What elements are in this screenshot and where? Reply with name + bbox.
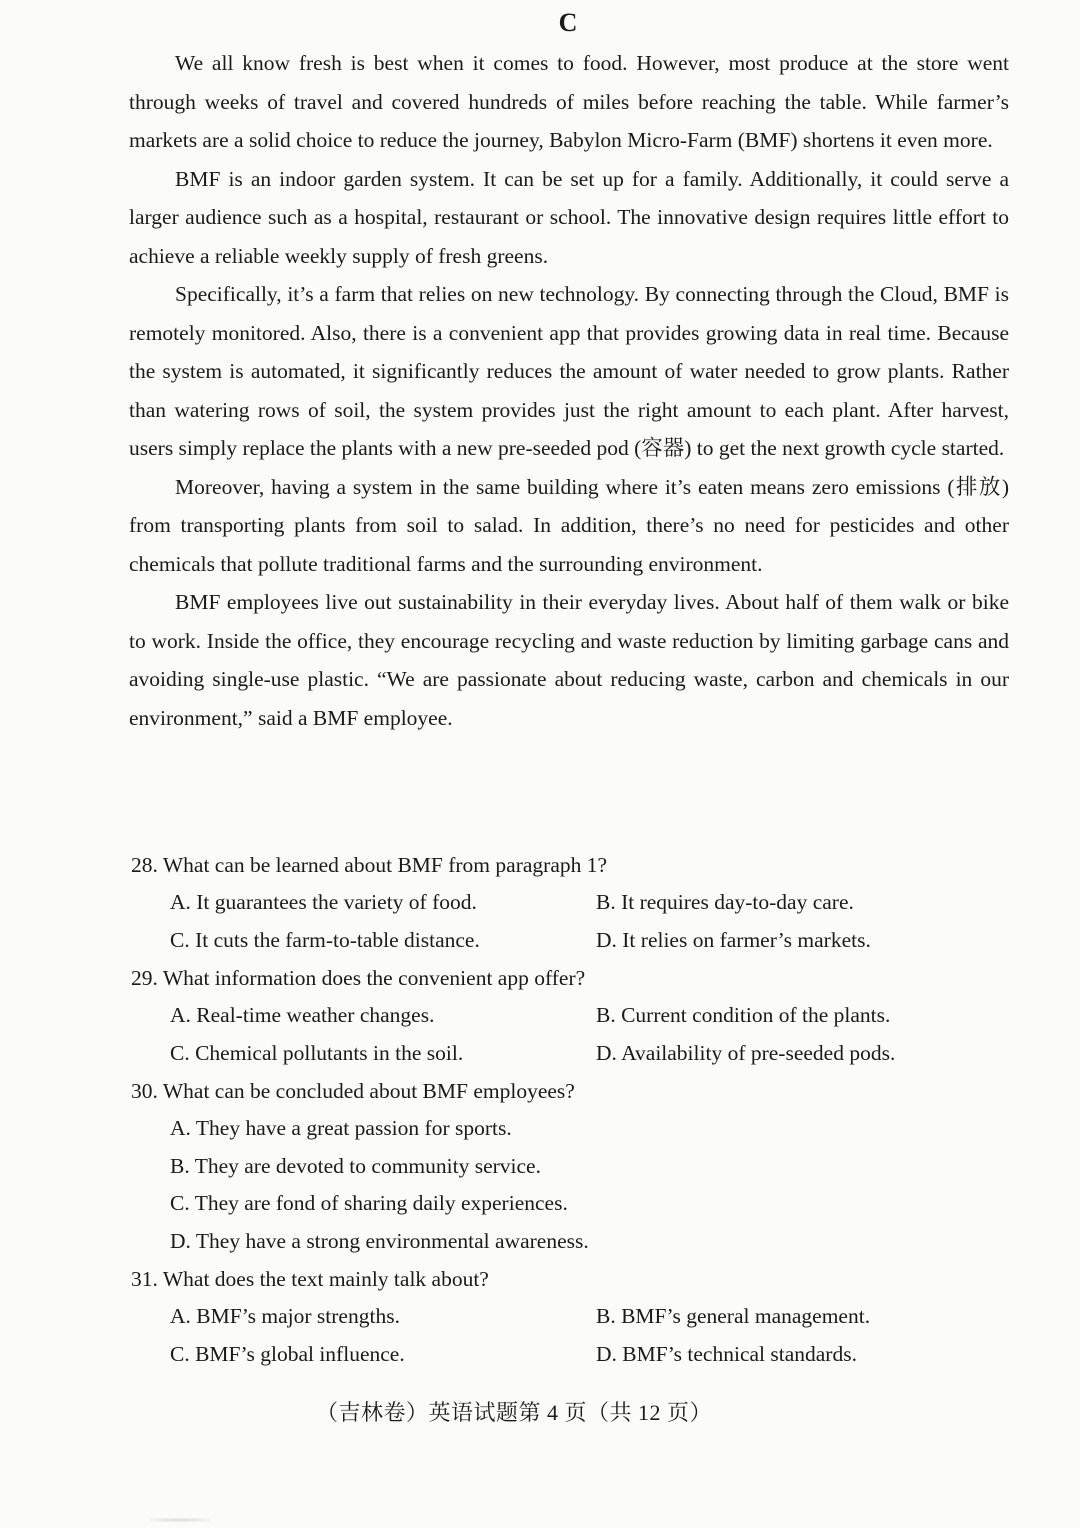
option-b: B. Current condition of the plants.: [596, 1003, 891, 1027]
page-footer: （吉林卷）英语试题第 4 页（共 12 页）: [315, 1400, 712, 1425]
question-30: [131, 1072, 1011, 1260]
passage-paragraph-3: Specifically, it’s a farm that relies on new technology. By connecting through the Cloud, BMF is remotely monitored. Also, there is a convenient app that provides growing data in real time. Because the system is automated, it significantly reduces the amount of water needed to grow plants. Rather than watering rows of soil, the system provides just the right amount to each plant. After harvest, users simply replace the plants with a new pre-seeded pod (容器) to get the next growth cycle started.: [129, 282, 1009, 460]
question-28: [131, 846, 1011, 959]
question-29: [131, 959, 1011, 1072]
scan-smudge: [150, 1518, 210, 1522]
passage-paragraph-5: BMF employees live out sustainability in their everyday lives. About half of them walk or bike to work. Inside the office, they encourage recycling and waste reduction by limiting garbage cans and avoiding single-use plastic. “We are passionate about reducing waste, carbon and chemicals in our environment,” said a BMF employee.: [129, 590, 1009, 730]
question-list: [131, 846, 1011, 1373]
option-a: A. They have a great passion for sports.: [170, 1116, 512, 1140]
option-c: C. BMF’s global influence.: [170, 1341, 405, 1366]
passage-paragraph-2: BMF is an indoor garden system. It can be set up for a family. Additionally, it could serve a larger audience such as a hospital, restaurant or school. The innovative design requires little effort to achieve a reliable weekly supply of fresh greens.: [129, 166, 1009, 268]
option-a: A. Real-time weather changes.: [170, 1003, 435, 1027]
question-stem: 29. What information does the convenient app offer?: [131, 966, 586, 990]
option-c: C. Chemical pollutants in the soil.: [170, 1040, 464, 1065]
option-c: C. It cuts the farm-to-table distance.: [170, 927, 480, 952]
passage-paragraph-4: Moreover, having a system in the same building where it’s eaten means zero emissions (排放) from transporting plants from soil to salad. In addition, there’s no need for pesticides and other chemicals that pollute traditional farms and the surrounding environment.: [129, 474, 1009, 576]
option-row: [131, 997, 1011, 1035]
option-row: [131, 1035, 1011, 1073]
option-a: A. It guarantees the variety of food.: [170, 890, 477, 914]
option-d: D. It relies on farmer’s markets.: [596, 927, 871, 952]
option-d: D. They have a strong environmental awareness.: [170, 1228, 589, 1253]
passage-paragraph-1: We all know fresh is best when it comes to food. However, most produce at the store went through weeks of travel and covered hundreds of miles before reaching the table. While farmer’s markets are a solid choice to reduce the journey, Babylon Micro-Farm (BMF) shortens it even more.: [129, 51, 1009, 152]
section-heading: C: [558, 8, 578, 37]
option-row: [131, 1298, 1011, 1336]
option-d: D. Availability of pre-seeded pods.: [596, 1040, 896, 1065]
option-row: [131, 884, 1011, 922]
option-row: [131, 922, 1011, 960]
option-d: D. BMF’s technical standards.: [596, 1341, 857, 1366]
option-b: B. It requires day-to-day care.: [596, 890, 854, 914]
reading-passage: [129, 44, 1009, 737]
question-31: [131, 1260, 1011, 1373]
option-row: [131, 1336, 1011, 1374]
question-stem: 30. What can be concluded about BMF employees?: [131, 1079, 575, 1103]
question-stem: 31. What does the text mainly talk about?: [131, 1267, 489, 1291]
option-b: B. They are devoted to community service.: [170, 1153, 541, 1178]
option-b: B. BMF’s general management.: [596, 1304, 871, 1328]
option-a: A. BMF’s major strengths.: [170, 1304, 400, 1328]
question-stem: 28. What can be learned about BMF from paragraph 1?: [131, 853, 608, 877]
option-c: C. They are fond of sharing daily experiences.: [170, 1191, 568, 1215]
